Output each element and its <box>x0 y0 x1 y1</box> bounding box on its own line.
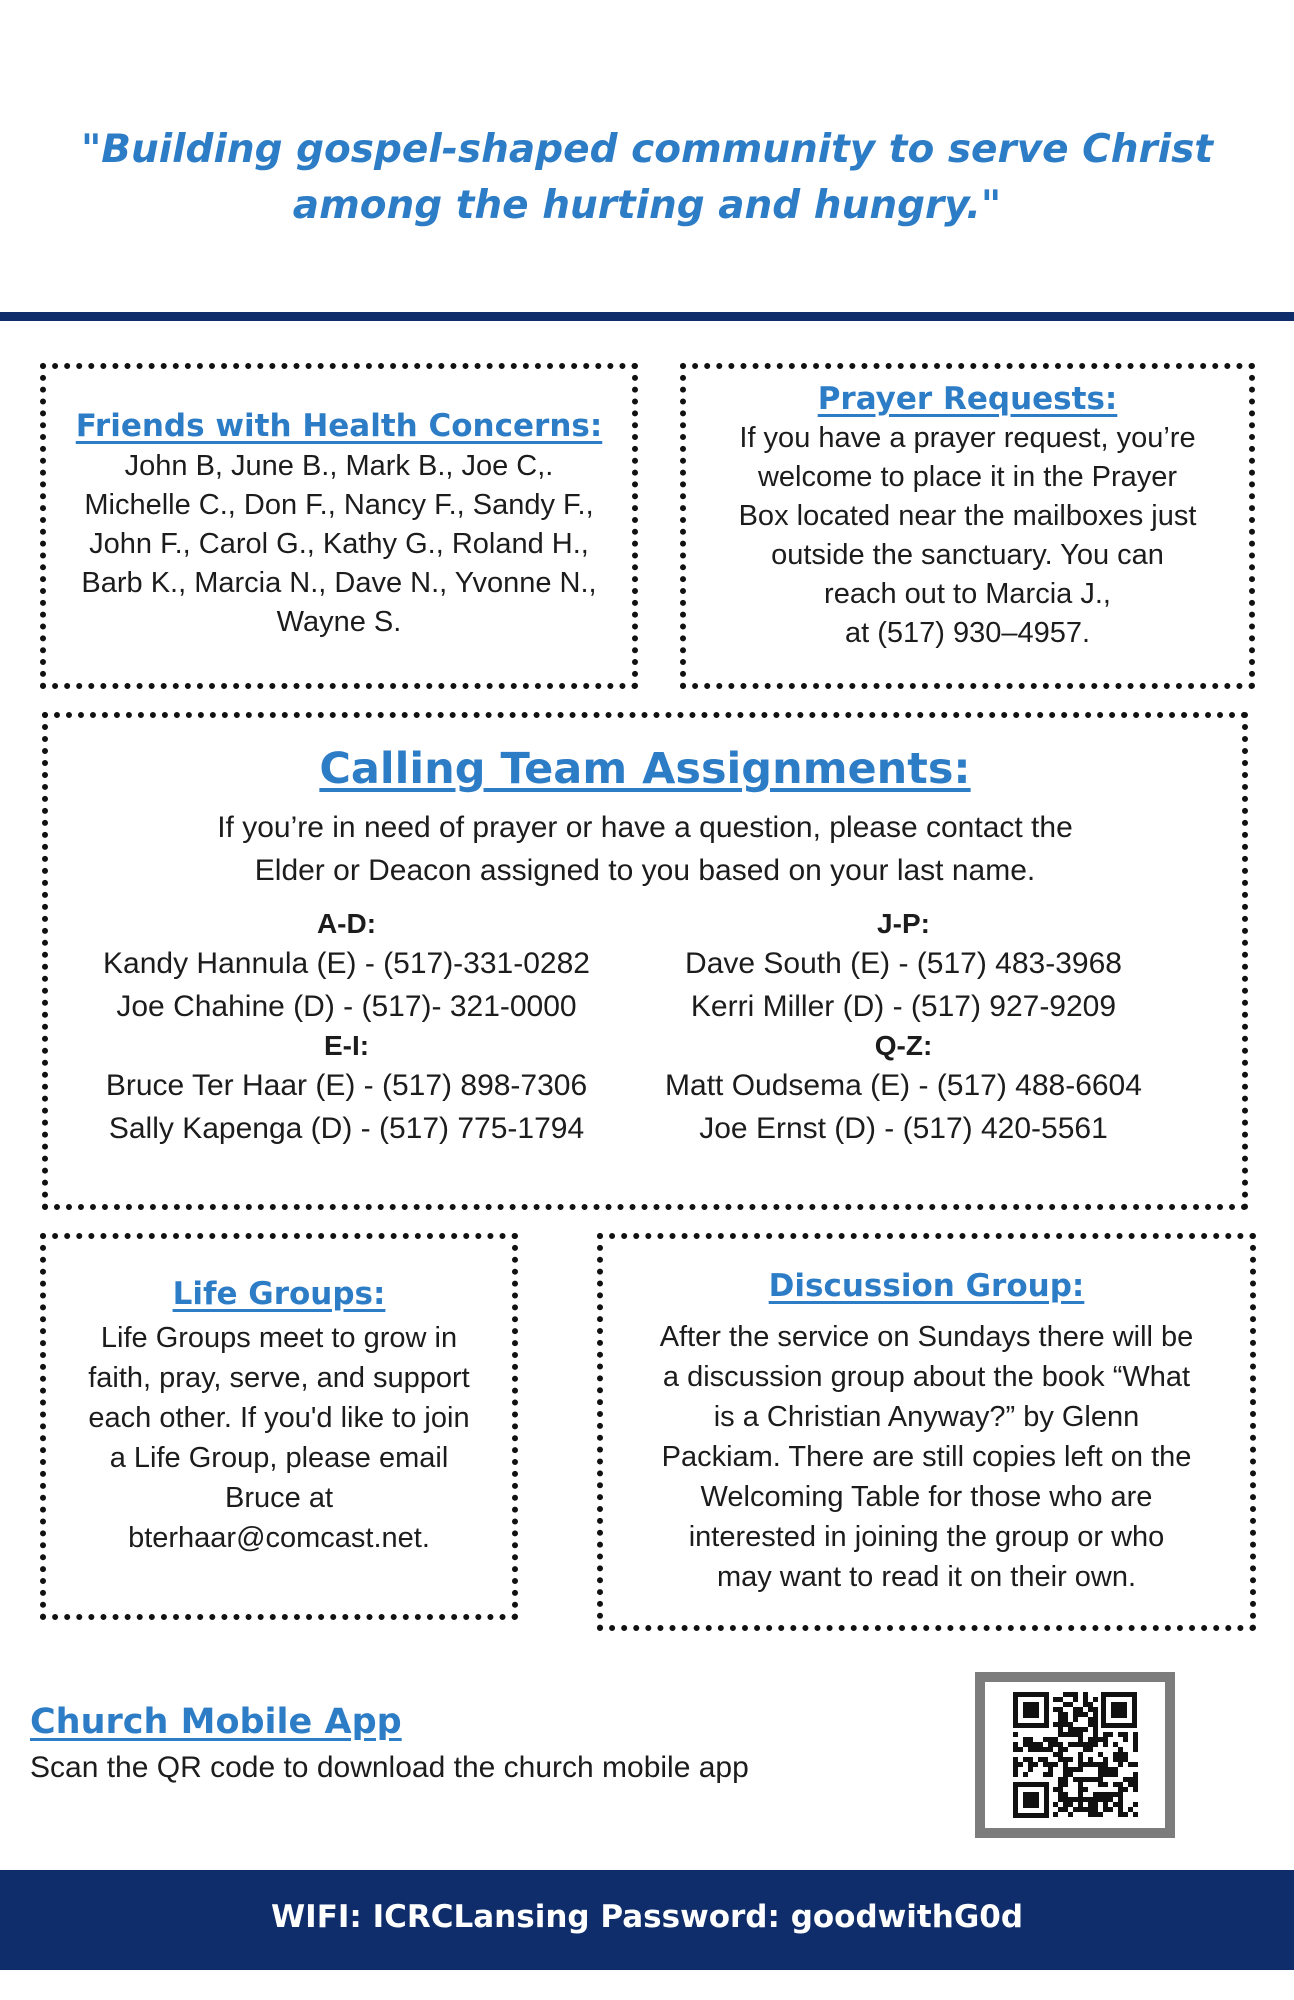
qr-module <box>1058 1732 1063 1737</box>
qr-module <box>1078 1782 1083 1787</box>
qr-module <box>1123 1752 1128 1757</box>
qr-module <box>1063 1777 1068 1782</box>
qr-module <box>1048 1747 1053 1752</box>
qr-module <box>1063 1757 1068 1762</box>
health-line: Michelle C., Don F., Nancy F., Sandy F., <box>84 489 594 521</box>
health-line: Wayne S. <box>276 606 402 638</box>
qr-module <box>1043 1772 1048 1777</box>
qr-module <box>1043 1737 1048 1742</box>
tagline <box>80 122 1214 234</box>
qr-module <box>1083 1727 1088 1732</box>
qr-module <box>1118 1752 1123 1757</box>
qr-module <box>1023 1737 1028 1742</box>
qr-module <box>1103 1732 1108 1737</box>
qr-module <box>1103 1772 1108 1777</box>
qr-module <box>1118 1787 1123 1792</box>
qr-module <box>1083 1787 1088 1792</box>
qr-module <box>1063 1722 1068 1727</box>
prayer-line: outside the sanctuary. You can <box>771 539 1164 571</box>
qr-module <box>1103 1797 1108 1802</box>
qr-module <box>1058 1697 1063 1702</box>
qr-module <box>1083 1742 1088 1747</box>
qr-module <box>1113 1802 1118 1807</box>
qr-module <box>1073 1712 1078 1717</box>
qr-module <box>1078 1792 1083 1797</box>
qr-module <box>1048 1772 1053 1777</box>
qr-module <box>1043 1762 1048 1767</box>
qr-module <box>1073 1767 1078 1772</box>
qr-module <box>1078 1762 1083 1767</box>
life-line: Life Groups meet to grow in <box>100 1322 458 1354</box>
qr-module <box>1078 1767 1083 1772</box>
health-concerns-heading: Friends with Health Concerns: <box>75 408 603 444</box>
qr-module <box>1013 1767 1018 1772</box>
qr-module <box>1103 1737 1108 1742</box>
qr-module <box>1058 1777 1063 1782</box>
qr-module <box>1133 1742 1138 1747</box>
qr-module <box>1068 1812 1073 1817</box>
qr-module <box>1123 1812 1128 1817</box>
qr-module <box>1068 1692 1073 1697</box>
qr-module <box>1063 1747 1068 1752</box>
qr-module <box>1053 1697 1058 1702</box>
qr-module <box>1053 1707 1058 1712</box>
contact-entry: Dave South (E) - (517) 483-3968 <box>685 947 1122 980</box>
prayer-line: Box located near the mailboxes just <box>738 500 1197 532</box>
qr-module <box>1028 1762 1033 1767</box>
qr-module <box>1063 1762 1068 1767</box>
qr-module <box>1053 1752 1058 1757</box>
qr-module <box>1113 1792 1118 1797</box>
qr-module <box>1123 1777 1128 1782</box>
life-line: Bruce at <box>225 1482 333 1514</box>
life-line: faith, pray, serve, and support <box>88 1362 470 1394</box>
tagline-line-2: among the hurting and hungry." <box>292 183 1002 228</box>
qr-module <box>1063 1767 1068 1772</box>
health-concerns-box <box>40 363 638 689</box>
qr-module <box>1058 1722 1063 1727</box>
qr-module <box>1043 1747 1048 1752</box>
qr-module <box>1113 1767 1118 1772</box>
qr-module <box>1068 1732 1073 1737</box>
qr-module <box>1088 1777 1093 1782</box>
qr-module <box>1103 1802 1108 1807</box>
discussion-group-box <box>597 1233 1256 1631</box>
qr-module <box>1078 1732 1083 1737</box>
qr-module <box>1118 1747 1123 1752</box>
qr-module <box>1088 1757 1093 1762</box>
qr-module <box>1058 1712 1063 1717</box>
qr-module <box>1073 1692 1078 1697</box>
qr-module <box>1118 1807 1123 1812</box>
qr-module <box>1103 1757 1108 1762</box>
qr-module <box>1133 1777 1138 1782</box>
qr-module <box>1133 1782 1138 1787</box>
qr-module <box>1118 1802 1123 1807</box>
qr-module <box>1068 1722 1073 1727</box>
qr-module <box>1013 1732 1018 1737</box>
qr-module <box>1043 1757 1048 1762</box>
qr-module <box>1068 1702 1073 1707</box>
qr-module <box>1028 1742 1033 1747</box>
qr-module <box>1073 1717 1078 1722</box>
qr-module <box>1108 1797 1113 1802</box>
health-concerns-names <box>46 447 632 642</box>
qr-module <box>1128 1807 1133 1812</box>
qr-module <box>1133 1747 1138 1752</box>
qr-module <box>1053 1802 1058 1807</box>
qr-module <box>1038 1747 1043 1752</box>
qr-module <box>1093 1737 1098 1742</box>
qr-module <box>1063 1797 1068 1802</box>
qr-module <box>1093 1797 1098 1802</box>
qr-module <box>1033 1742 1038 1747</box>
qr-module <box>1073 1732 1078 1737</box>
qr-module <box>1073 1807 1078 1812</box>
health-line: John F., Carol G., Kathy G., Roland H., <box>89 528 589 560</box>
qr-module <box>1088 1707 1093 1712</box>
qr-module <box>1093 1762 1098 1767</box>
contact-entry: Matt Oudsema (E) - (517) 488-6604 <box>665 1069 1142 1102</box>
qr-module <box>1068 1767 1073 1772</box>
qr-module <box>1093 1742 1098 1747</box>
qr-module <box>1073 1797 1078 1802</box>
qr-module <box>1073 1697 1078 1702</box>
qr-module <box>1088 1802 1093 1807</box>
qr-module <box>1128 1782 1133 1787</box>
qr-module <box>1033 1747 1038 1752</box>
qr-module <box>1118 1812 1123 1817</box>
qr-module <box>1133 1737 1138 1742</box>
qr-module <box>1078 1797 1083 1802</box>
qr-module <box>1083 1692 1088 1697</box>
qr-module <box>1098 1782 1103 1787</box>
qr-module <box>1083 1712 1088 1717</box>
qr-module <box>1053 1722 1058 1727</box>
life-groups-email: bterhaar@comcast.net. <box>128 1522 430 1554</box>
qr-module <box>1093 1792 1098 1797</box>
qr-module <box>1073 1707 1078 1712</box>
qr-module <box>1108 1772 1113 1777</box>
calling-team-box <box>42 712 1248 1210</box>
life-line: each other. If you'd like to join <box>88 1402 470 1434</box>
intro-line: If you’re in need of prayer or have a question, please contact the <box>217 811 1073 844</box>
discussion-group-heading: Discussion Group: <box>768 1268 1085 1304</box>
qr-module <box>1078 1707 1083 1712</box>
qr-module <box>1108 1767 1113 1772</box>
qr-module <box>1113 1782 1118 1787</box>
qr-module <box>1098 1737 1103 1742</box>
qr-module <box>1078 1742 1083 1747</box>
qr-module <box>1058 1782 1063 1787</box>
qr-module <box>1103 1782 1108 1787</box>
qr-module <box>1013 1747 1018 1752</box>
qr-module <box>1078 1752 1083 1757</box>
qr-module <box>1123 1737 1128 1742</box>
qr-module <box>1013 1762 1018 1767</box>
qr-module <box>1058 1717 1063 1722</box>
qr-module <box>1123 1757 1128 1762</box>
qr-module <box>1058 1707 1063 1712</box>
church-mobile-app-title: Church Mobile App <box>30 1702 402 1742</box>
qr-module <box>1083 1777 1088 1782</box>
range-label-e-i: E-I: <box>323 1030 370 1061</box>
qr-module <box>1078 1787 1083 1792</box>
qr-module <box>1088 1737 1093 1742</box>
qr-module <box>1088 1702 1093 1707</box>
qr-module <box>1083 1762 1088 1767</box>
qr-module <box>1058 1757 1063 1762</box>
qr-module <box>1018 1747 1023 1752</box>
qr-module <box>1093 1707 1098 1712</box>
qr-module <box>1028 1737 1033 1742</box>
qr-module <box>1063 1782 1068 1787</box>
qr-module <box>1058 1742 1063 1747</box>
church-mobile-app-subtitle: Scan the QR code to download the church mobile app <box>30 1751 749 1784</box>
qr-module <box>1073 1777 1078 1782</box>
qr-module <box>1133 1732 1138 1737</box>
qr-module <box>1038 1742 1043 1747</box>
qr-module <box>1058 1787 1063 1792</box>
discussion-line: Welcoming Table for those who are <box>700 1481 1153 1513</box>
qr-module <box>1133 1762 1138 1767</box>
qr-module <box>1028 1747 1033 1752</box>
contact-entry: Bruce Ter Haar (E) - (517) 898-7306 <box>105 1069 588 1102</box>
header-divider <box>0 312 1294 321</box>
tagline-line-1: "Building gospel-shaped community to serve Christ <box>80 127 1214 172</box>
qr-module <box>1103 1807 1108 1812</box>
qr-module <box>1078 1712 1083 1717</box>
qr-module <box>1048 1742 1053 1747</box>
qr-module <box>1103 1767 1108 1772</box>
qr-module <box>1078 1757 1083 1762</box>
qr-module <box>1098 1767 1103 1772</box>
qr-module <box>1078 1807 1083 1812</box>
qr-module <box>1048 1737 1053 1742</box>
qr-module <box>1023 1742 1028 1747</box>
qr-module <box>1128 1777 1133 1782</box>
qr-module <box>1103 1792 1108 1797</box>
qr-module <box>1128 1762 1133 1767</box>
qr-module <box>1063 1792 1068 1797</box>
qr-module <box>1058 1727 1063 1732</box>
qr-module <box>1023 1757 1028 1762</box>
life-groups-box <box>40 1233 518 1620</box>
qr-module <box>1088 1717 1093 1722</box>
qr-module <box>1093 1697 1098 1702</box>
qr-module <box>1078 1727 1083 1732</box>
qr-module <box>1053 1742 1058 1747</box>
qr-module <box>1098 1777 1103 1782</box>
qr-module <box>1088 1812 1093 1817</box>
qr-module <box>1118 1782 1123 1787</box>
qr-module <box>1118 1797 1123 1802</box>
discussion-line: may want to read it on their own. <box>716 1561 1137 1593</box>
qr-module <box>1103 1742 1108 1747</box>
range-label-a-d: A-D: <box>316 908 377 939</box>
prayer-requests-text <box>686 419 1249 653</box>
assignment-column-right <box>625 906 1242 1150</box>
qr-module <box>1118 1762 1123 1767</box>
life-groups-text <box>46 1318 512 1558</box>
qr-module <box>1093 1777 1098 1782</box>
qr-module <box>1053 1787 1058 1792</box>
calling-team-heading: Calling Team Assignments: <box>319 744 971 794</box>
qr-module <box>1098 1797 1103 1802</box>
qr-module <box>1013 1772 1018 1777</box>
qr-module <box>1053 1737 1058 1742</box>
life-line: a Life Group, please email <box>109 1442 449 1474</box>
qr-module <box>1078 1777 1083 1782</box>
qr-module <box>1088 1797 1093 1802</box>
qr-module <box>1063 1692 1068 1697</box>
qr-module <box>1098 1762 1103 1767</box>
qr-module <box>1108 1807 1113 1812</box>
qr-module <box>1053 1762 1058 1767</box>
contact-entry: Kandy Hannula (E) - (517)-331-0282 <box>103 947 590 980</box>
qr-module <box>1058 1747 1063 1752</box>
intro-line: Elder or Deacon assigned to you based on your last name. <box>254 854 1036 887</box>
health-line: John B, June B., Mark B., Joe C,. <box>124 450 554 482</box>
qr-module <box>1113 1772 1118 1777</box>
prayer-line: If you have a prayer request, you’re <box>739 422 1196 454</box>
qr-module <box>1013 1757 1018 1762</box>
qr-module <box>1048 1767 1053 1772</box>
qr-module <box>1033 1762 1038 1767</box>
qr-module <box>1133 1787 1138 1792</box>
qr-module <box>1068 1802 1073 1807</box>
life-groups-heading: Life Groups: <box>172 1276 386 1312</box>
qr-module <box>1103 1762 1108 1767</box>
qr-module <box>1133 1772 1138 1777</box>
prayer-line: reach out to Marcia J., <box>824 578 1111 610</box>
qr-module <box>1098 1772 1103 1777</box>
qr-module <box>1028 1767 1033 1772</box>
qr-module <box>1013 1742 1018 1747</box>
qr-module <box>1123 1787 1128 1792</box>
qr-module <box>1088 1807 1093 1812</box>
qr-module <box>1118 1732 1123 1737</box>
qr-module <box>1023 1772 1028 1777</box>
qr-module <box>1093 1812 1098 1817</box>
qr-module <box>1083 1697 1088 1702</box>
qr-module <box>1093 1727 1098 1732</box>
discussion-line: Packiam. There are still copies left on the <box>661 1441 1192 1473</box>
qr-module <box>1118 1757 1123 1762</box>
qr-module <box>1093 1717 1098 1722</box>
qr-code-icon[interactable] <box>975 1672 1175 1838</box>
qr-code-graphic <box>985 1682 1165 1828</box>
qr-module <box>1068 1757 1073 1762</box>
qr-module <box>1078 1737 1083 1742</box>
prayer-line: at (517) 930–4957. <box>844 617 1091 649</box>
qr-module <box>1068 1742 1073 1747</box>
qr-module <box>1083 1747 1088 1752</box>
qr-module <box>1093 1807 1098 1812</box>
wifi-info: WIFI: ICRCLansing Password: goodwithG0d <box>270 1899 1024 1935</box>
qr-module <box>1083 1797 1088 1802</box>
discussion-line: interested in joining the group or who <box>688 1521 1165 1553</box>
qr-module <box>1063 1772 1068 1777</box>
qr-module <box>1088 1742 1093 1747</box>
qr-module <box>1018 1762 1023 1767</box>
qr-module <box>1068 1727 1073 1732</box>
qr-module <box>1093 1712 1098 1717</box>
qr-module <box>1058 1797 1063 1802</box>
qr-module <box>1063 1717 1068 1722</box>
qr-module <box>1133 1802 1138 1807</box>
qr-module <box>1098 1812 1103 1817</box>
qr-module <box>1063 1702 1068 1707</box>
qr-module <box>1048 1762 1053 1767</box>
qr-module <box>1088 1747 1093 1752</box>
qr-module <box>1113 1742 1118 1747</box>
qr-module <box>1053 1812 1058 1817</box>
qr-module <box>1088 1762 1093 1767</box>
qr-module <box>1093 1732 1098 1737</box>
qr-module <box>1028 1757 1033 1762</box>
qr-module <box>1063 1807 1068 1812</box>
qr-module <box>1098 1752 1103 1757</box>
qr-module <box>1038 1757 1043 1762</box>
health-line: Barb K., Marcia N., Dave N., Yvonne N., <box>81 567 597 599</box>
qr-module <box>1073 1727 1078 1732</box>
discussion-group-text <box>603 1317 1250 1597</box>
qr-module <box>1063 1732 1068 1737</box>
qr-module <box>1108 1792 1113 1797</box>
qr-module <box>1058 1807 1063 1812</box>
qr-module <box>1058 1752 1063 1757</box>
qr-module <box>1093 1722 1098 1727</box>
discussion-line: a discussion group about the book “What <box>662 1361 1191 1393</box>
qr-module <box>1068 1772 1073 1777</box>
contact-entry: Joe Ernst (D) - (517) 420-5561 <box>699 1112 1108 1145</box>
prayer-requests-heading: Prayer Requests: <box>817 381 1118 417</box>
qr-module <box>1113 1752 1118 1757</box>
qr-module <box>1093 1802 1098 1807</box>
qr-module <box>1113 1757 1118 1762</box>
qr-module <box>1063 1712 1068 1717</box>
qr-module <box>1118 1792 1123 1797</box>
qr-module <box>1083 1702 1088 1707</box>
qr-module <box>1073 1742 1078 1747</box>
qr-module <box>1123 1732 1128 1737</box>
qr-module <box>1058 1792 1063 1797</box>
contact-entry: Joe Chahine (D) - (517)- 321-0000 <box>116 990 577 1023</box>
qr-module <box>1133 1812 1138 1817</box>
qr-module <box>1063 1802 1068 1807</box>
prayer-requests-box <box>680 363 1255 689</box>
range-label-q-z: Q-Z: <box>874 1030 933 1061</box>
calling-team-intro <box>48 806 1242 892</box>
assignment-columns <box>48 906 1242 1150</box>
qr-module <box>1078 1802 1083 1807</box>
range-label-j-p: J-P: <box>877 908 930 939</box>
qr-module <box>1068 1797 1073 1802</box>
discussion-line: After the service on Sundays there will be <box>659 1321 1194 1353</box>
prayer-line: welcome to place it in the Prayer <box>757 461 1178 493</box>
qr-module <box>1083 1807 1088 1812</box>
qr-module <box>1098 1792 1103 1797</box>
contact-entry: Kerri Miller (D) - (517) 927-9209 <box>690 990 1117 1023</box>
assignment-column-left <box>48 906 625 1150</box>
qr-module <box>1088 1722 1093 1727</box>
qr-module <box>1108 1732 1113 1737</box>
discussion-line: is a Christian Anyway?” by Glenn <box>713 1401 1140 1433</box>
contact-entry: Sally Kapenga (D) - (517) 775-1794 <box>108 1112 585 1145</box>
